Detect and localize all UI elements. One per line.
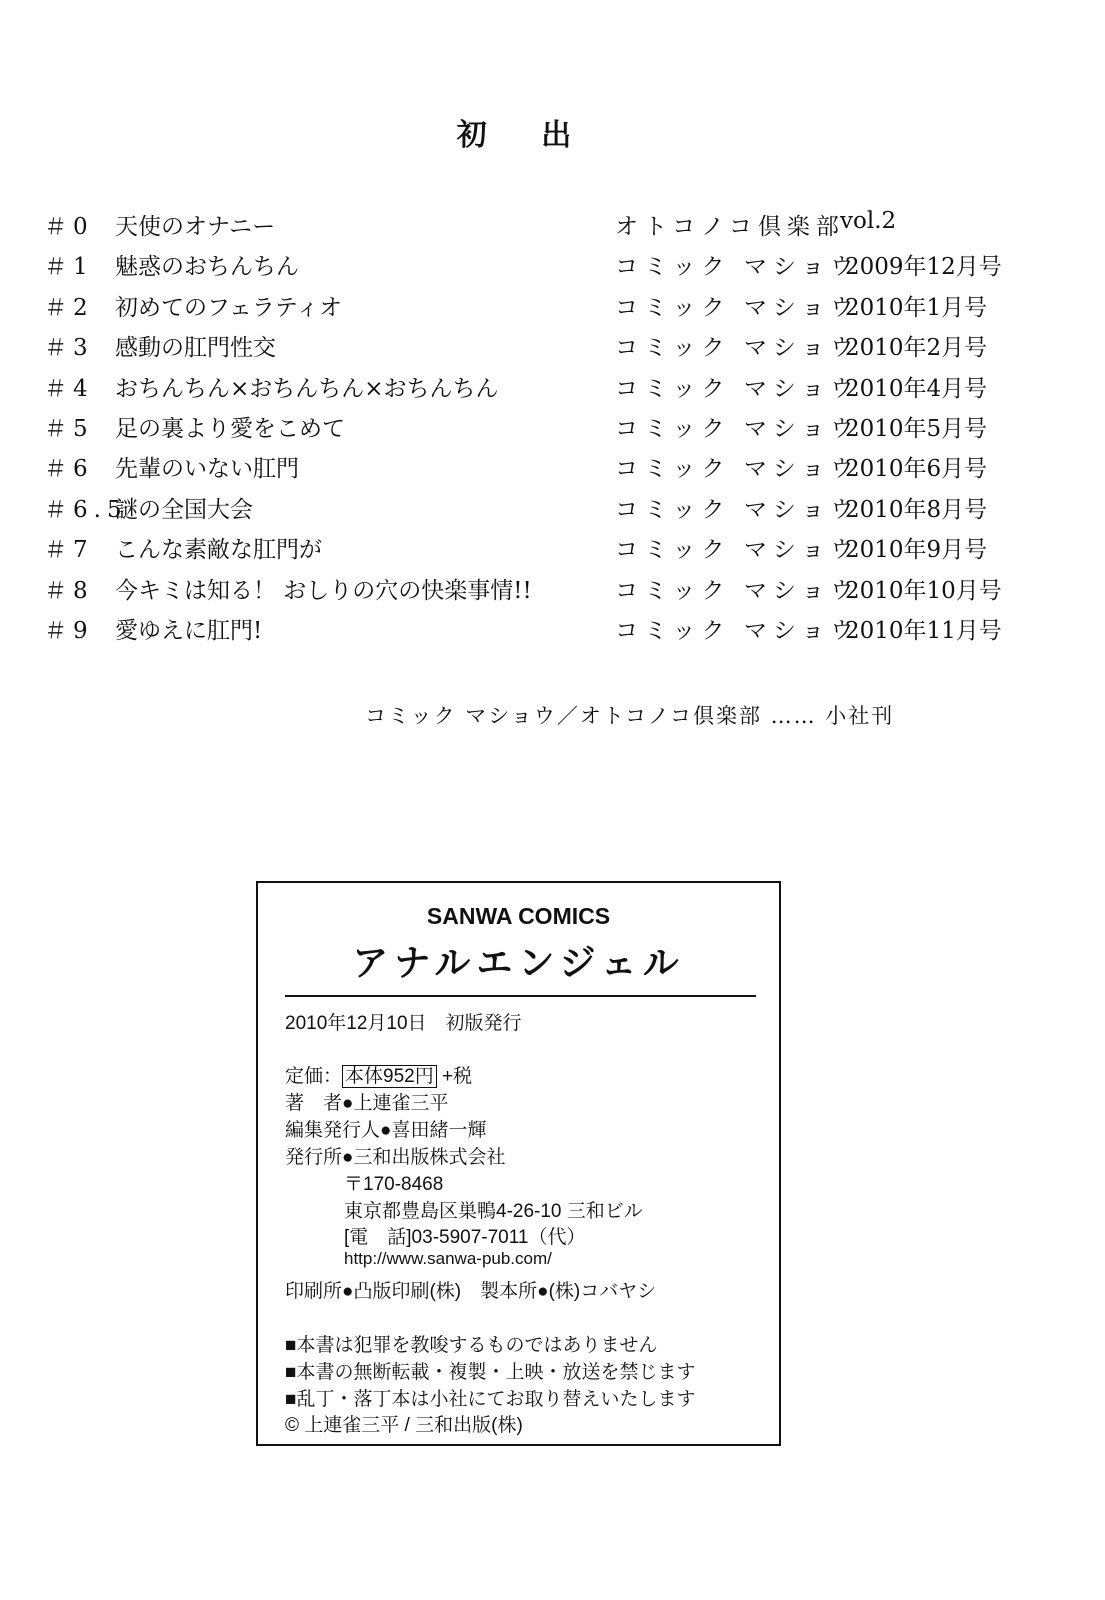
magazine-name: コミック マショウ — [615, 577, 860, 604]
episode-title: 謎の全国大会 — [115, 496, 253, 523]
price-tax: +税 — [442, 1066, 473, 1087]
editor: 編集発行人●喜田緒一輝 — [285, 1120, 487, 1141]
episode-title: 今キミは知る！ おしりの穴の快楽事情!! — [115, 577, 532, 604]
magazine-issue: 2010年9月号 — [845, 537, 988, 564]
copyright: © 上連雀三平 / 三和出版(株) — [285, 1415, 523, 1436]
magazine-name: コミック マショウ — [615, 335, 860, 362]
magazine-name: オトコノコ倶楽部 — [615, 214, 845, 240]
magazine-issue: 2010年5月号 — [845, 416, 988, 442]
episode-number: ＃0 — [44, 214, 94, 240]
episode-title: 魅惑のおちんちん — [115, 254, 299, 281]
magazine-name: コミック マショウ — [615, 496, 860, 523]
notice: ■本書は犯罪を教唆するものではありません — [285, 1335, 658, 1356]
magazine-issue: 2010年2月号 — [845, 335, 988, 362]
episode-number: ＃4 — [44, 375, 94, 402]
price-value: 本体952円 — [342, 1065, 437, 1088]
printer: 印刷所●凸版印刷(株) 製本所●(株)コバヤシ — [285, 1281, 657, 1302]
magazine-name: コミック マショウ — [615, 416, 860, 442]
episode-title: 天使のオナニー — [115, 214, 276, 240]
phone: [電 話]03-5907-7011（代） — [344, 1227, 586, 1248]
page-heading: 初 出 — [456, 118, 594, 153]
episode-number: ＃8 — [44, 577, 94, 604]
website-url[interactable]: http://www.sanwa-pub.com/ — [344, 1249, 552, 1268]
series-name: SANWA COMICS — [426, 903, 611, 929]
magazine-issue: 2010年11月号 — [845, 618, 1002, 644]
episode-number: ＃6.5 — [44, 496, 128, 523]
episode-number: ＃7 — [44, 537, 94, 564]
episode-title: 足の裏より愛をこめて — [115, 416, 345, 442]
magazine-issue: 2010年8月号 — [845, 496, 988, 523]
episode-number: ＃2 — [44, 294, 94, 321]
magazine-name: コミック マショウ — [615, 294, 860, 321]
episode-number: ＃1 — [44, 254, 94, 281]
postal-code: 〒170-8468 — [344, 1174, 444, 1195]
episode-title: 愛ゆえに肛門! — [115, 618, 263, 644]
episode-number: ＃5 — [44, 416, 94, 442]
book-title: アナルエンジェル — [352, 942, 685, 984]
magazine-issue: 2010年4月号 — [845, 375, 988, 402]
magazine-issue: 2010年1月号 — [845, 294, 988, 321]
publication-date: 2010年12月10日 初版発行 — [285, 1013, 522, 1034]
publisher-footnote: コミック マショウ／オトコノコ倶楽部 …… 小社刊 — [365, 704, 895, 728]
notice: ■乱丁・落丁本は小社にてお取り替えいたします — [285, 1389, 696, 1410]
colophon-box — [256, 881, 781, 1446]
magazine-name: コミック マショウ — [615, 618, 860, 644]
magazine-issue: 2009年12月号 — [845, 254, 1002, 281]
magazine-name: コミック マショウ — [615, 375, 860, 402]
episode-number: ＃3 — [44, 335, 94, 362]
episode-title: おちんちん×おちんちん×おちんちん — [115, 375, 499, 402]
episode-title: 感動の肛門性交 — [115, 335, 276, 362]
notice: ■本書の無断転載・複製・上映・放送を禁じます — [285, 1362, 696, 1383]
author: 著 者●上連雀三平 — [285, 1093, 449, 1114]
episode-title: 先輩のいない肛門 — [115, 456, 299, 483]
episode-number: ＃6 — [44, 456, 94, 483]
magazine-issue: 2010年10月号 — [845, 577, 1002, 604]
price-line — [285, 1061, 472, 1088]
magazine-name: コミック マショウ — [615, 537, 860, 564]
episode-title: こんな素敵な肛門が — [115, 537, 322, 564]
episode-title: 初めてのフェラティオ — [115, 294, 343, 321]
episode-number: ＃9 — [44, 618, 94, 644]
magazine-name: コミック マショウ — [615, 456, 860, 483]
price-label: 定価： — [285, 1066, 343, 1087]
publisher: 発行所●三和出版株式会社 — [285, 1147, 506, 1168]
magazine-issue: 2010年6月号 — [845, 456, 988, 483]
magazine-name: コミック マショウ — [615, 254, 860, 281]
magazine-issue: vol.2 — [840, 208, 897, 234]
address: 東京都豊島区巣鴨4-26-10 三和ビル — [344, 1201, 643, 1222]
divider — [285, 995, 756, 997]
